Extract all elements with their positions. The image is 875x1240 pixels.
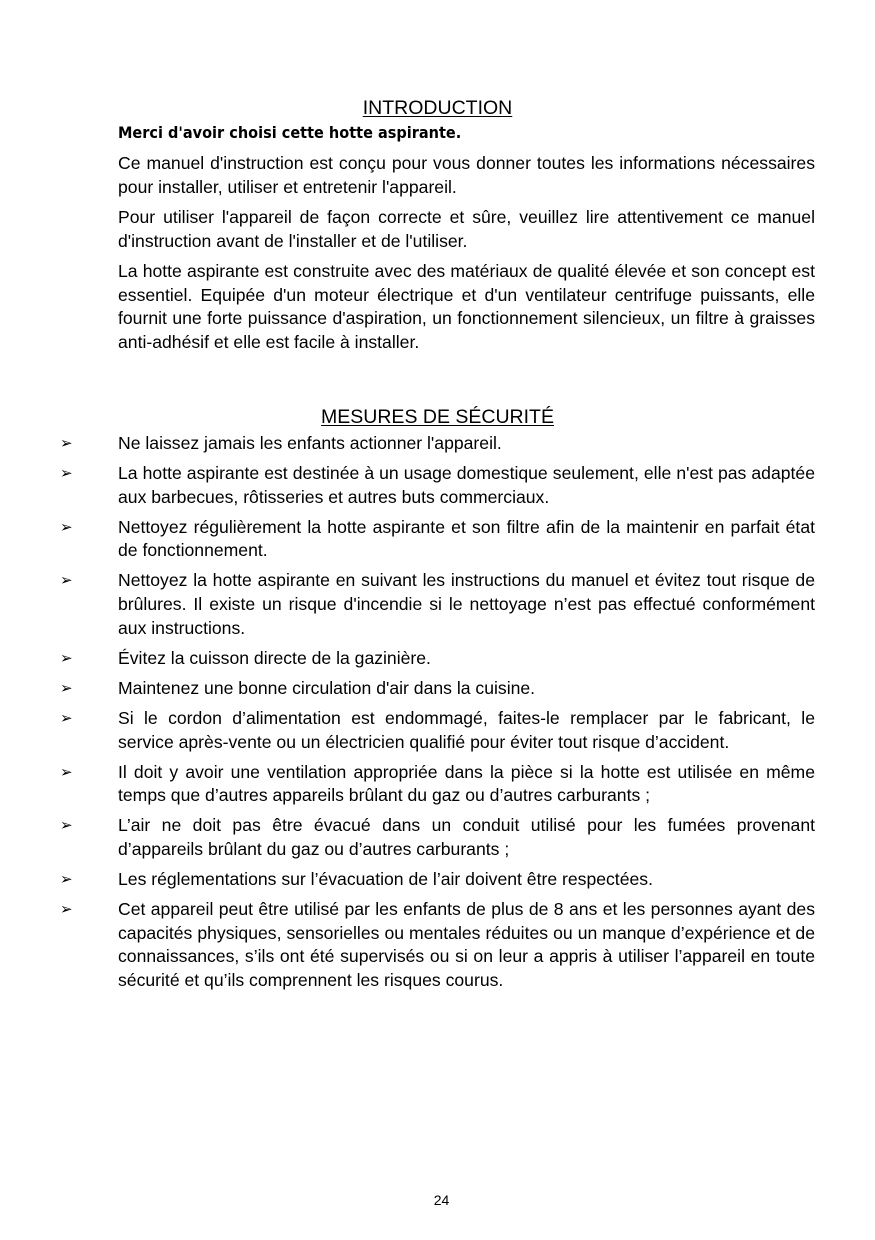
arrow-bullet-icon: ➢ xyxy=(60,708,73,727)
arrow-bullet-icon: ➢ xyxy=(60,434,73,452)
arrow-bullet-icon: ➢ xyxy=(60,870,73,888)
page-number: 24 xyxy=(433,1192,450,1208)
arrow-bullet-icon: ➢ xyxy=(60,900,73,919)
list-item-text: Nettoyez régulièrement la hotte aspirante et son filtre afin de la maintenir en parfait état de fonctionnement. xyxy=(118,516,815,561)
list-item xyxy=(0,647,875,671)
arrow-bullet-icon: ➢ xyxy=(60,678,73,697)
arrow-bullet-icon: ➢ xyxy=(60,648,73,667)
intro-paragraph: La hotte aspirante est construite avec des matériaux de qualité élevée et son concept est essentiel. Equipée d'un moteur électrique et d'un ventilateur centrifuge puissants, elle fournit une forte puissance d'aspiration, un fonctionnement silencieux, un filtre à graisses anti-adhésif et elle est facile à installer. xyxy=(118,261,815,352)
list-item-text: Si le cordon d’alimentation est endommagé, faites-le remplacer par le fabricant, le service après-vente ou un électricien qualifié pour éviter tout risque d’accident. xyxy=(118,707,815,752)
list-item-text: Il doit y avoir une ventilation appropriée dans la pièce si la hotte est utilisée en même temps que d’autres appareils brûlant du gaz ou d’autres carburants ; xyxy=(118,761,815,806)
list-item-text: Maintenez une bonne circulation d'air dans la cuisine. xyxy=(118,677,536,698)
arrow-bullet-icon: ➢ xyxy=(60,816,73,835)
list-item-text: L’air ne doit pas être évacué dans un conduit utilisé pour les fumées provenant d’appareils brûlant du gaz ou d’autres carburants ; xyxy=(118,815,815,859)
list-item-text: La hotte aspirante est destinée à un usage domestique seulement, elle n'est pas adaptée aux barbecues, rôtisseries et autres buts commerciaux. xyxy=(118,463,815,507)
list-item-text: Cet appareil peut être utilisé par les enfants de plus de 8 ans et les personnes ayant des capacités physiques, sensorielles ou mentales réduites ou un manque d’expérience et de connaissances, s’ils ont été supervisés ou si on leur a appris à utiliser l’appareil en toute sécurité et qu’ils comprennent les risques courus. xyxy=(118,899,815,990)
list-item xyxy=(0,432,875,456)
arrow-bullet-icon: ➢ xyxy=(60,762,73,781)
list-item xyxy=(0,761,875,808)
list-item xyxy=(0,516,875,563)
list-item-text: Nettoyez la hotte aspirante en suivant les instructions du manuel et évitez tout risque de brûlures. Il existe un risque d'incendie si le nettoyage n’est pas effectué conformément aux instructions. xyxy=(118,570,815,638)
list-item xyxy=(0,707,875,754)
safety-heading: MESURES DE SÉCURITÉ xyxy=(321,406,554,428)
arrow-bullet-icon: ➢ xyxy=(60,517,73,536)
list-item xyxy=(0,677,875,701)
thanks-line: Merci d'avoir choisi cette hotte aspirante. xyxy=(118,124,462,142)
list-item xyxy=(0,898,875,992)
list-item-text: Les réglementations sur l’évacuation de l’air doivent être respectées. xyxy=(118,869,653,889)
list-item xyxy=(0,569,875,640)
intro-paragraph: Ce manuel d'instruction est conçu pour vous donner toutes les informations nécessaires pour installer, utiliser et entretenir l'appareil. xyxy=(118,153,815,197)
list-item-text: Ne laissez jamais les enfants actionner l'appareil. xyxy=(118,433,502,453)
arrow-bullet-icon: ➢ xyxy=(60,571,73,590)
list-item xyxy=(0,868,875,892)
list-item xyxy=(0,462,875,509)
list-item-text: Évitez la cuisson directe de la gazinière. xyxy=(118,647,431,668)
introduction-heading: INTRODUCTION xyxy=(362,97,513,119)
list-item xyxy=(0,814,875,861)
safety-list xyxy=(0,432,875,999)
intro-paragraph: Pour utiliser l'appareil de façon correcte et sûre, veuillez lire attentivement ce manuel d'instruction avant de l'installer et de l'utiliser. xyxy=(118,207,815,251)
arrow-bullet-icon: ➢ xyxy=(60,464,73,483)
